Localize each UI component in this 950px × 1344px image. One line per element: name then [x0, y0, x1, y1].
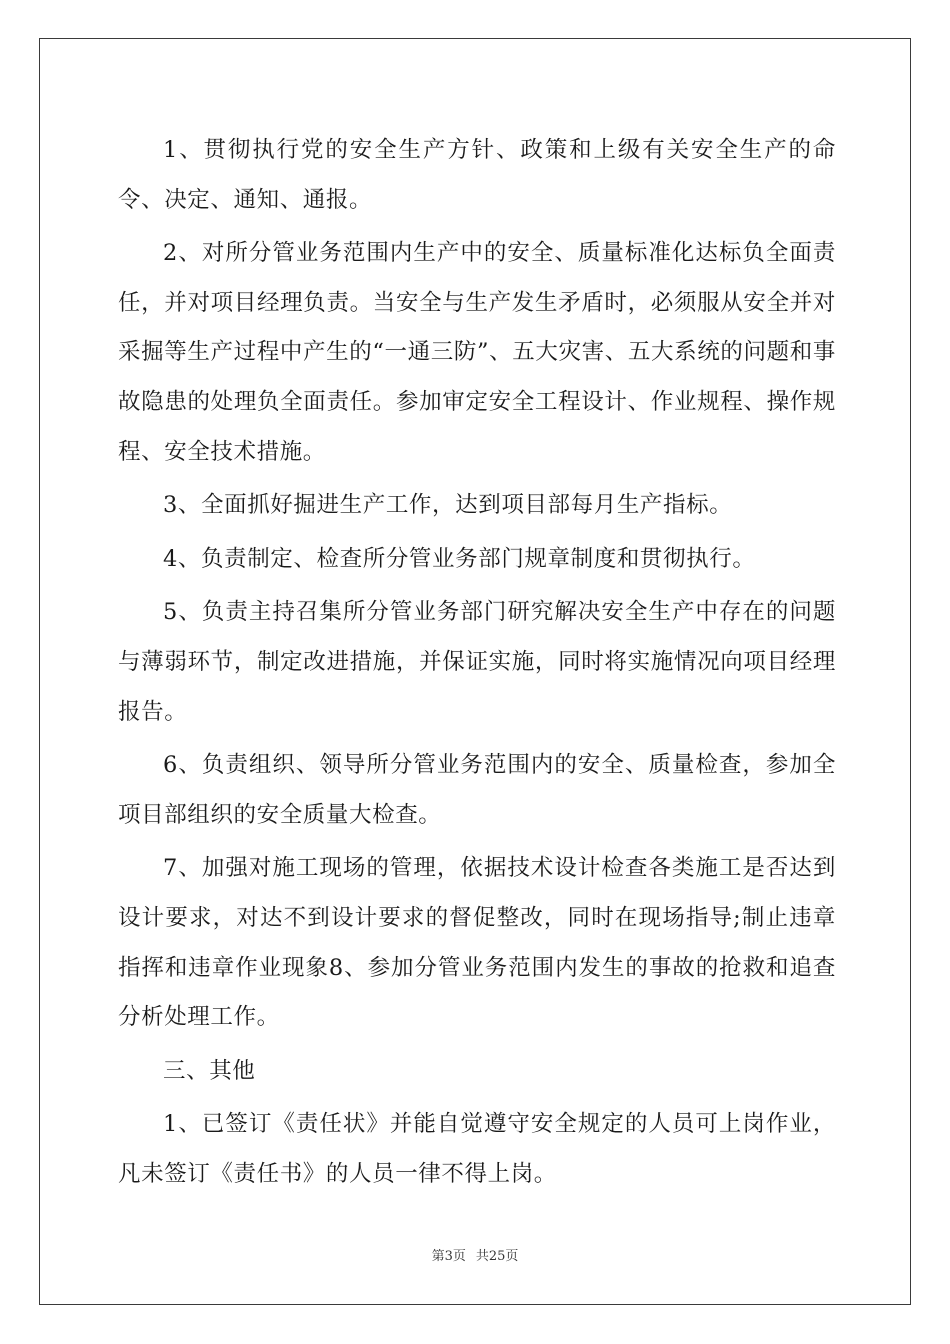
paragraph-duty-1: 1、贯彻执行党的安全生产方针、政策和上级有关安全生产的命令、决定、通知、通报。 [118, 137, 836, 213]
paragraph-other-1: 1、已签订《责任状》并能自觉遵守安全规定的人员可上岗作业，凡未签订《责任书》的人员一律不得上岗。 [118, 1111, 836, 1187]
paragraph-duty-7: 7、加强对施工现场的管理，依据技术设计检查各类施工是否达到设计要求，对达不到设计要求的督促整改，同时在现场指导;制止违章指挥和违章作业现象8、参加分管业务范围内发生的事故的抢救和追查分析处理工作。 [118, 855, 836, 1031]
paragraph-duty-3: 3、全面抓好掘进生产工作，达到项目部每月生产指标。 [163, 492, 733, 519]
page-footer [0, 1245, 950, 1264]
paragraph-duty-5: 5、负责主持召集所分管业务部门研究解决安全生产中存在的问题与薄弱环节，制定改进措施，并保证实施，同时将实施情况向项目经理报告。 [118, 599, 836, 725]
paragraph-duty-2: 2、对所分管业务范围内生产中的安全、质量标准化达标负全面责任，并对项目经理负责。当安全与生产发生矛盾时，必须服从安全并对采掘等生产过程中产生的“一通三防”、五大灾害、五大系统的问题和事故隐患的处理负全面责任。参加审定安全工程设计、作业规程、操作规程、安全技术措施。 [118, 240, 836, 465]
document-body [118, 126, 836, 1203]
paragraph-duty-6: 6、负责组织、领导所分管业务范围内的安全、质量检查，参加全项目部组织的安全质量大检查。 [118, 752, 836, 828]
page-total: 共25页 [475, 1249, 519, 1264]
page-number: 第3页 [431, 1249, 466, 1264]
paragraph-duty-4: 4、负责制定、检查所分管业务部门规章制度和贯彻执行。 [163, 545, 756, 572]
section-heading-other: 三、其他 [163, 1057, 256, 1084]
